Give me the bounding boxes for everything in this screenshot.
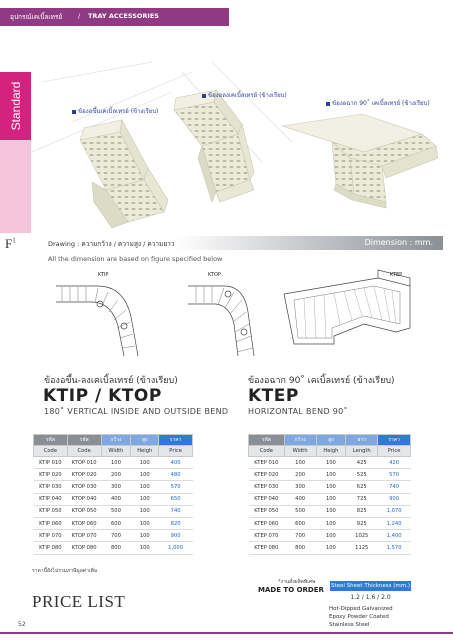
table-cell: 100 xyxy=(131,481,159,493)
table-cell: KTIP 070 xyxy=(34,530,68,542)
table-cell: 100 xyxy=(316,530,346,542)
table-cell: 825 xyxy=(346,505,378,517)
table-cell: 100 xyxy=(131,469,159,481)
ktip-photo xyxy=(80,120,168,228)
table-cell: KTIP 020 xyxy=(34,469,68,481)
table-cell: 525 xyxy=(346,469,378,481)
ktip-ktop-code: KTIP / KTOP xyxy=(43,386,162,406)
table-cell: KTEP 080 xyxy=(249,542,285,554)
table-cell: 725 xyxy=(346,493,378,505)
table-row xyxy=(249,530,411,542)
table-cell: 100 xyxy=(316,505,346,517)
column-header: Width xyxy=(101,446,131,457)
bullet-icon xyxy=(202,94,206,98)
table-cell: KTOP 080 xyxy=(67,542,101,554)
technical-drawings xyxy=(48,264,420,360)
product-photos xyxy=(32,62,443,234)
table-cell: 100 xyxy=(316,469,346,481)
column-header: ราคา xyxy=(159,435,193,446)
price-cell: 1,000 xyxy=(159,542,193,554)
finish-option: Epoxy Powder Coated xyxy=(329,614,389,620)
table-cell: 100 xyxy=(131,493,159,505)
table-row xyxy=(249,457,411,469)
ktep-photo-label: ข้องอฉาก 90˚ เคเบิ้ลเทรย์ (ข้างเรียบ) xyxy=(326,98,430,108)
table-row xyxy=(249,517,411,529)
section-code: $F^1$ xyxy=(5,236,16,251)
table-row xyxy=(34,481,193,493)
table-cell: KTOP 050 xyxy=(67,505,101,517)
table-cell: KTIP 030 xyxy=(34,481,68,493)
dimension-note: All the dimension are based on figure specified below xyxy=(48,255,223,263)
column-header: Price xyxy=(378,446,411,457)
dimension-unit: Dimension : mm. xyxy=(364,238,433,247)
price-cell: 420 xyxy=(378,457,411,469)
price-cell: 400 xyxy=(159,457,193,469)
table-cell: KTOP 020 xyxy=(67,469,101,481)
made-to-order: MADE TO ORDER xyxy=(258,586,324,594)
price-cell: 740 xyxy=(378,481,411,493)
table-cell: KTIP 050 xyxy=(34,505,68,517)
table-cell: 700 xyxy=(284,530,316,542)
table-cell: 300 xyxy=(284,481,316,493)
table-cell: 925 xyxy=(346,517,378,529)
table-row xyxy=(34,517,193,529)
table-cell: KTIP 060 xyxy=(34,517,68,529)
table-cell: KTEP 050 xyxy=(249,505,285,517)
ktop-photo-label: ข้องอลงเคเบิ้ลเทรย์ (ข้างเรียบ) xyxy=(202,90,287,100)
column-header: กว้าง xyxy=(284,435,316,446)
table-cell: KTIP 040 xyxy=(34,493,68,505)
table-cell: 100 xyxy=(131,542,159,554)
column-header: รหัส xyxy=(34,435,68,446)
ktep-thai-title: ข้องอฉาก 90˚ เคเบิ้ลเทรย์ (ข้างเรียบ) xyxy=(248,376,395,386)
table-cell: 100 xyxy=(131,457,159,469)
table-cell: 200 xyxy=(101,469,131,481)
price-list-title: PRICE LIST xyxy=(32,592,126,611)
ktop-photo xyxy=(174,90,254,202)
price-cell: 900 xyxy=(159,530,193,542)
table-cell: 800 xyxy=(101,542,131,554)
table-row xyxy=(249,469,411,481)
column-header: Length xyxy=(346,446,378,457)
drawing-label: Drawing : ความกว้าง / ความสูง / ความยาว xyxy=(48,240,175,248)
table-header-english xyxy=(34,446,193,457)
table-cell: KTEP 060 xyxy=(249,517,285,529)
price-cell: 900 xyxy=(378,493,411,505)
table-row xyxy=(34,530,193,542)
table-cell: 100 xyxy=(284,457,316,469)
column-header: รหัส xyxy=(249,435,285,446)
table-cell: 600 xyxy=(101,517,131,529)
price-cell: 1,070 xyxy=(378,505,411,517)
side-tab-label: Standard xyxy=(8,81,23,131)
thickness-values: 1.2 / 1.6 / 2.0 xyxy=(350,594,391,601)
table-cell: 300 xyxy=(101,481,131,493)
table-cell: KTOP 070 xyxy=(67,530,101,542)
table-header-thai xyxy=(249,435,411,446)
header-separator: / xyxy=(78,12,81,20)
table-row xyxy=(34,542,193,554)
table-cell: 100 xyxy=(131,530,159,542)
finish-option: Hot-Dipped Galvanized xyxy=(329,606,393,612)
table-row xyxy=(249,505,411,517)
table-cell: 1125 xyxy=(346,542,378,554)
table-cell: 100 xyxy=(316,517,346,529)
column-header: สูง xyxy=(316,435,346,446)
header-title: TRAY ACCESSORIES xyxy=(88,12,159,20)
table-cell: KTOP 040 xyxy=(67,493,101,505)
column-header: รหัส xyxy=(67,435,101,446)
ktip-ktop-price-table xyxy=(33,434,193,555)
price-cell: 1,570 xyxy=(378,542,411,554)
column-header: Price xyxy=(159,446,193,457)
table-row xyxy=(249,481,411,493)
price-cell: 820 xyxy=(159,517,193,529)
table-cell: 800 xyxy=(284,542,316,554)
column-header: Code xyxy=(34,446,68,457)
table-cell: 100 xyxy=(316,542,346,554)
column-header: Code xyxy=(67,446,101,457)
table-cell: KTEP 020 xyxy=(249,469,285,481)
table-cell: KTIP 010 xyxy=(34,457,68,469)
table-cell: KTOP 030 xyxy=(67,481,101,493)
table-cell: 100 xyxy=(131,517,159,529)
price-cell: 1,240 xyxy=(378,517,411,529)
table-cell: 500 xyxy=(284,505,316,517)
bottom-rule xyxy=(0,632,453,634)
ktip-drawing-label: KTIP xyxy=(98,272,109,278)
page-number: 52 xyxy=(18,621,26,628)
table-cell: 200 xyxy=(284,469,316,481)
column-header: Heigh xyxy=(131,446,159,457)
table-cell: 100 xyxy=(316,493,346,505)
table-cell: 500 xyxy=(101,505,131,517)
table-row xyxy=(34,493,193,505)
column-header: ยาว xyxy=(346,435,378,446)
table-row xyxy=(249,493,411,505)
ktep-subtitle: HORIZONTAL BEND 90˚ xyxy=(248,407,348,416)
side-tab-shade xyxy=(0,140,31,233)
table-header-thai xyxy=(34,435,193,446)
finish-option: Stainless Steel xyxy=(329,622,370,628)
column-header: กว้าง xyxy=(101,435,131,446)
table-row xyxy=(34,469,193,481)
column-header: Code xyxy=(249,446,285,457)
made-to-order-thai: *งานสั่งผลิตพิเศษ xyxy=(278,579,316,585)
price-cell: 570 xyxy=(159,481,193,493)
price-cell: 480 xyxy=(159,469,193,481)
bullet-icon xyxy=(72,110,76,114)
table-row xyxy=(34,505,193,517)
table-cell: 600 xyxy=(284,517,316,529)
table-cell: 400 xyxy=(284,493,316,505)
header-thai-label: อุปกรณ์เคเบิ้ลเทรย์ xyxy=(10,13,63,21)
column-header: ราคา xyxy=(378,435,411,446)
ktip-ktop-subtitle: 180˚ VERTICAL INSIDE AND OUTSIDE BEND xyxy=(44,407,229,416)
product-photo-area xyxy=(32,62,443,234)
ktep-drawing xyxy=(284,270,410,344)
price-cell: 650 xyxy=(159,493,193,505)
table-cell: 400 xyxy=(101,493,131,505)
ktep-code: KTEP xyxy=(248,386,299,406)
price-cell: 740 xyxy=(159,505,193,517)
ktep-photo xyxy=(282,114,438,208)
ktip-photo-label: ข้องอขึ้นเคเบิ้ลเทรย์ (ข้างเรียบ) xyxy=(72,106,158,116)
table-cell: KTEP 030 xyxy=(249,481,285,493)
ktep-drawing-label: KTEP xyxy=(390,272,403,278)
table-cell: KTEP 010 xyxy=(249,457,285,469)
drawing-diagrams xyxy=(48,264,420,360)
table-cell: 425 xyxy=(346,457,378,469)
ktep-price-table xyxy=(248,434,411,555)
table-cell: KTOP 060 xyxy=(67,517,101,529)
table-cell: 100 xyxy=(131,505,159,517)
vat-note: ราคานี้ยังไม่รวมภาษีมูลค่าเพิ่ม xyxy=(32,568,98,574)
background-sketch xyxy=(32,62,292,162)
table-cell: KTIP 080 xyxy=(34,542,68,554)
bullet-icon xyxy=(326,102,330,106)
column-header: Width xyxy=(284,446,316,457)
column-header: Heigh xyxy=(316,446,346,457)
thickness-label: Steel Sheet Thickness (mm.) xyxy=(330,583,411,589)
table-cell: 100 xyxy=(101,457,131,469)
table-cell: 625 xyxy=(346,481,378,493)
ktop-drawing xyxy=(188,286,254,356)
ktip-drawing xyxy=(56,286,138,356)
side-tab-standard xyxy=(0,72,31,140)
table-row xyxy=(249,542,411,554)
table-cell: KTEP 070 xyxy=(249,530,285,542)
table-cell: 1025 xyxy=(346,530,378,542)
table-row xyxy=(34,457,193,469)
table-cell: KTOP 010 xyxy=(67,457,101,469)
table-header-english xyxy=(249,446,411,457)
price-cell: 1,400 xyxy=(378,530,411,542)
price-cell: 570 xyxy=(378,469,411,481)
table-cell: 700 xyxy=(101,530,131,542)
table-cell: 100 xyxy=(316,457,346,469)
column-header: สูง xyxy=(131,435,159,446)
table-cell: KTEP 040 xyxy=(249,493,285,505)
table-cell: 100 xyxy=(316,481,346,493)
drawing-bar xyxy=(32,236,443,250)
ktop-drawing-label: KTOP xyxy=(208,272,221,278)
header-bar xyxy=(0,8,229,26)
ktip-ktop-thai-title: ข้องอขึ้น-ลงเคเบิ้ลเทรย์ (ข้างเรียบ) xyxy=(44,376,178,386)
